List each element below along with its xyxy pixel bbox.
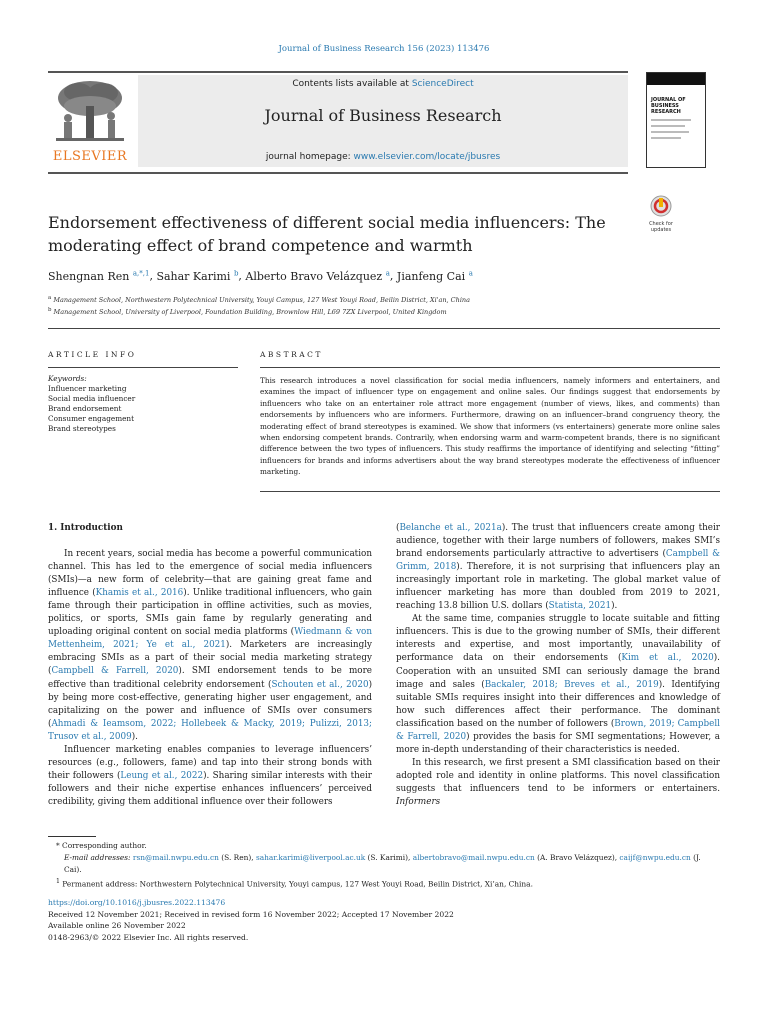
citation-link[interactable]: Kim et al., 2020 — [621, 653, 714, 664]
sciencedirect-link[interactable]: ScienceDirect — [411, 79, 474, 89]
contents-prefix: Contents lists available at — [292, 79, 412, 89]
abstract-heading: ABSTRACT — [260, 350, 323, 359]
homepage-link[interactable]: www.elsevier.com/locate/jbusres — [353, 152, 501, 162]
paragraph — [396, 522, 720, 613]
author[interactable]: Alberto Bravo Velázquez $^a$ — [245, 269, 390, 283]
paragraph-text: In this research, we first present a SMI classification based on their adopted role and identity in online platforms. This novel classification suggests that influencers tend to be informers or entertainers. — [396, 757, 720, 794]
footnotes — [48, 840, 720, 890]
paragraph-text: At the same time, companies struggle to locate suitable and fitting influencers. This is due to the growing number of SMIs, their different interests and expertise, and most importantly, unavailability of performance data on their endorsements ( — [396, 614, 720, 664]
header-top-rule — [48, 71, 628, 73]
header-bottom-rule — [48, 172, 628, 174]
paragraph-text: ( — [396, 523, 400, 533]
author[interactable]: Jianfeng Cai $^a$ — [396, 269, 473, 283]
email-link[interactable]: caijf@nwpu.edu.cn — [619, 853, 691, 862]
contents-line — [138, 79, 628, 89]
citation-link[interactable]: Campbell & Grimm, 2018 — [396, 549, 720, 573]
paragraph — [48, 744, 372, 809]
publication-info — [48, 897, 720, 943]
online-date: Available online 26 November 2022 — [48, 921, 186, 930]
citation-link[interactable]: Schouten et al., 2020 — [271, 679, 369, 690]
email-link[interactable]: sahar.karimi@liverpool.ac.uk — [255, 853, 366, 862]
paragraph — [48, 548, 372, 744]
check-updates-label: Check for updates — [649, 221, 673, 233]
keyword: Brand stereotypes — [48, 424, 116, 433]
article-title: Endorsement effectiveness of different social media influencers: The moderating effect of brand competence and warmth — [48, 213, 606, 255]
paragraph-text: In recent years, social media has become a powerful communication channel. This has led to the emergence of social media influencers (SMIs)—a new form of celebrity—that are gaining great fame and influence ( — [48, 549, 372, 599]
paragraph-text: ). SMI endorsement tends to be more effective than traditional celebrity endorsement ( — [48, 666, 373, 690]
section-title: 1. Introduction — [48, 523, 123, 533]
article-info-heading: ARTICLE INFO — [48, 350, 137, 359]
right-column — [396, 522, 720, 809]
paragraph-text: ) provides the basis for SMI segmentations; However, a more in-depth understanding of their characteristics is needed. — [396, 731, 720, 755]
email-link[interactable]: rsn@mail.nwpu.edu.cn — [132, 853, 219, 862]
cover-title: JOURNAL OF BUSINESS RESEARCH — [651, 97, 686, 115]
paragraph-text: ) by being more cost-effective, generating higher user engagement, and capitalizing on the power and influence of SMIs over consumers ( — [48, 679, 373, 729]
homepage-prefix: journal homepage: — [265, 152, 354, 162]
email-link[interactable]: albertobravo@mail.nwpu.edu.cn — [412, 853, 535, 862]
citation-link[interactable]: Wiedmann & von Mettenheim, 2021; Ye et al., 2021 — [48, 627, 373, 651]
paragraph-text: Informers — [396, 796, 441, 807]
paragraph-text: Influencer marketing enables companies to leverage influencers’ resources (e.g., followers, fame) and tap into their strong bonds with their followers ( — [48, 744, 372, 781]
paragraph-text: ). Marketers are increasingly embracing SMIs as a part of their social media marketing strategy ( — [48, 640, 372, 677]
author[interactable]: Shengnan Ren $^{a,*,1}$ — [48, 269, 150, 283]
citation-link[interactable]: Belanche et al., 2021a — [399, 523, 502, 533]
divider — [48, 367, 238, 368]
corresponding-note: * Corresponding author. — [56, 841, 147, 850]
keyword: Consumer engagement — [48, 414, 135, 423]
check-for-updates-badge[interactable] — [646, 195, 676, 233]
paragraph-text: ). Therefore, it is not surprising that influencers play an increasingly important role in marketing. The global market value of influencer marketing has more than doubled from 2019 to 2021, reaching 13.8 billion U.S. dollars ( — [396, 562, 720, 612]
keyword: Social media influencer — [48, 394, 136, 403]
cover-decoration — [651, 117, 701, 157]
divider — [260, 491, 720, 492]
paragraph-text: ). Sharing similar interests with their followers and their niche expertise enhances influencers’ perceived credibility, giving them additional influence over their followers — [48, 770, 372, 807]
author[interactable]: Sahar Karimi $^b$ — [156, 269, 239, 283]
left-column — [48, 522, 372, 809]
homepage-line — [138, 152, 628, 162]
journal-cover-thumbnail[interactable] — [646, 72, 706, 168]
citation-link[interactable]: Backaler, 2018; Breves et al., 2019 — [484, 679, 659, 690]
paragraph-text: ). — [611, 601, 618, 612]
keywords-block — [48, 374, 238, 434]
affiliation: $^a$ Management School, Northwestern Polytechnical University, Youyi Campus, 127 West Youyi Road, Beilin District, Xi'an, China — [48, 295, 470, 305]
paragraph-text: ). Unlike traditional influencers, who gain fame through their participation in offline activities, such as movies, politics, or sports, SMIs gain fame by regularly generating and uploading original content on social media platforms ( — [48, 588, 372, 638]
paragraph-text: ). The trust that influencers create among their audience, together with their large numbers of followers, makes SMI’s brand endorsements particularly attractive to advertisers ( — [396, 523, 720, 560]
received-dates: Received 12 November 2021; Received in revised form 16 November 2022; Accepted 17 November 2022 — [48, 909, 454, 919]
paragraph-text: ). Identifying suitable SMIs requires insight into their differences and knowledge of how such differences affect their performance. The dominant classification based on the number of followers ( — [396, 679, 720, 729]
citation-link[interactable]: Statista, 2021 — [548, 601, 612, 612]
footnote-rule — [48, 836, 96, 837]
paragraph — [396, 613, 720, 757]
citation-link[interactable]: Brown, 2019; Campbell & Farrell, 2020 — [396, 718, 720, 742]
author-list: Shengnan Ren $^{a,*,1}$, Sahar Karimi $^b$, Alberto Bravo Velázquez $^a$, Jianfeng Cai $^a$ — [48, 269, 473, 283]
citation-link[interactable]: Khamis et al., 2016 — [95, 588, 184, 599]
paragraph — [396, 757, 720, 809]
elsevier-wordmark: ELSEVIER — [52, 149, 128, 164]
journal-citation[interactable]: Journal of Business Research 156 (2023) 113476 — [278, 44, 490, 54]
paragraph-text: ). — [131, 731, 138, 742]
keywords-label: Keywords: — [48, 374, 87, 383]
abstract-text: This research introduces a novel classification for social media influencers, namely informers and entertainers, and examines the impact of influencer type on engagement and online sales. Our findings suggest that endorsements by influencers who take on an entertainer role attract more engagement (number of views, likes, and comments) than endorsements by influencers who are informers. Furthermore, drawing on an influencer–brand congruency theory, the moderating effect of brand stereotypes is examined. We show that informers (vs entertainers) generate more online sales when endorsing competent brands. Contrarily, when endorsing warm and warm-competent brands, there is no significant difference between the two types of influencers. This study reaffirms the importance of identifying and selecting “fitting” influencers for brands and informs advertisers about the way brand stereotypes moderate the effectiveness of influencer marketing. — [260, 376, 720, 477]
journal-title: Journal of Business Research — [264, 106, 502, 125]
divider — [48, 328, 720, 329]
copyright: 0148-2963/© 2022 Elsevier Inc. All rights reserved. — [48, 932, 249, 942]
keyword: Influencer marketing — [48, 384, 127, 393]
keyword: Brand endorsement — [48, 404, 122, 413]
cover-band — [647, 73, 705, 85]
citation-link[interactable]: Leung et al., 2022 — [120, 770, 204, 781]
citation-link[interactable]: Ahmadi & Ieamsom, 2022; Hollebeek & Macky, 2019; Pulizzi, 2013; Trusov et al., 2009 — [48, 718, 372, 742]
doi-link[interactable]: https://doi.org/10.1016/j.jbusres.2022.113476 — [48, 898, 226, 907]
permanent-address-note: $^1$ Permanent address: Northwestern Polytechnical University, Youyi campus, 127 West Youyi Road, Beilin District, Xi’an, China. — [56, 878, 533, 889]
affiliation: $^b$ Management School, University of Liverpool, Foundation Building, Brownlow Hill, L69 7ZX Liverpool, United Kingdom — [48, 307, 447, 317]
paragraph-text: ). Cooperation with an unsuited SMI can seriously damage the brand image and sales ( — [396, 653, 720, 690]
email-note: E-mail addresses: rsn@mail.nwpu.edu.cn (S. Ren), sahar.karimi@liverpool.ac.uk (S. Karimi), albertobravo@mail.nwpu.edu.cn (A. Bravo Velázquez), caijf@nwpu.edu.cn (J. Cai). — [64, 853, 701, 874]
check-updates-icon — [646, 195, 676, 217]
divider — [260, 367, 720, 368]
citation-link[interactable]: Campbell & Farrell, 2020 — [51, 666, 179, 677]
